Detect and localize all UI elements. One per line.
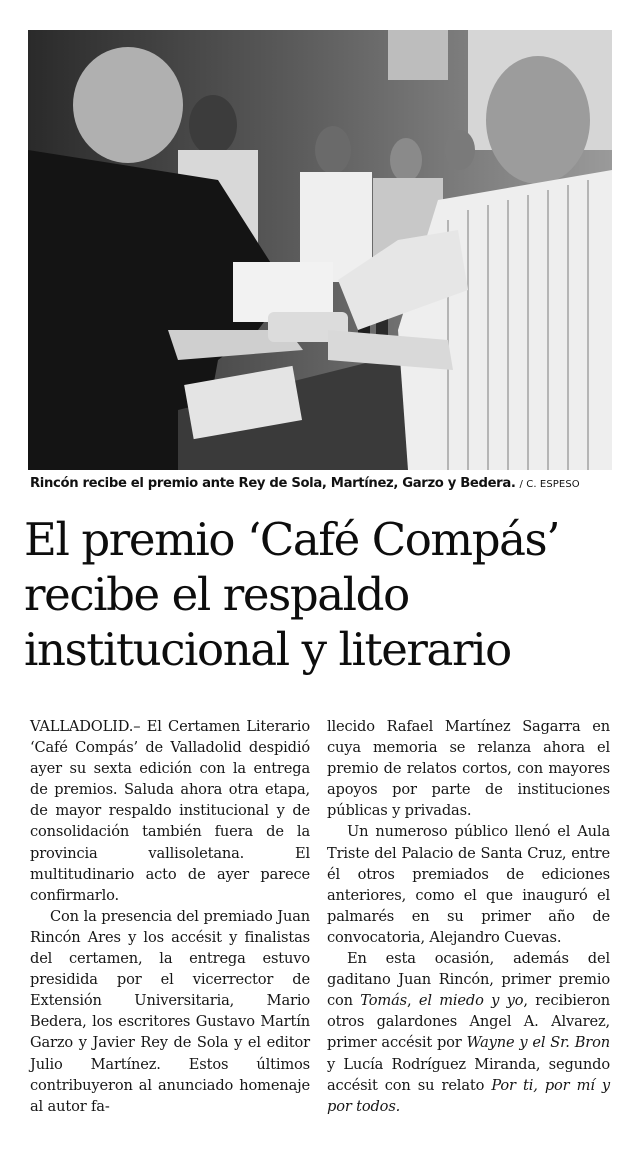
article-paragraph: VALLADOLID.– El Certamen Literario ‘Café Compás’ de Valladolid despidió ayer su sexta edición con la entrega de premios. Saluda ahora otra etapa, de mayor respaldo institucional y de consolidación también fuera de la provincia vallisoletana. El multitudinario acto de ayer parece confirmarlo.	[30, 718, 310, 904]
text-run: En esta ocasión, además del gaditano Juan Rincón, primer premio con	[327, 950, 610, 1010]
article-paragraph: Un numeroso público llenó el Aula Triste del Palacio de Santa Cruz, entre él otros premiados de ediciones anteriores, como el que inauguró el palmarés en su primer año de convocatoria, Alejandro Cuevas.	[327, 823, 610, 946]
headline-line-2: recibe el respaldo	[24, 568, 409, 621]
photo-illustration	[28, 30, 612, 470]
headline-line-1: El premio ‘Café Compás’	[24, 513, 560, 566]
book-title: Por ti, por mí y por todos.	[327, 1076, 611, 1115]
text-run: ,	[406, 992, 419, 1010]
book-title: Wayne y el Sr. Bron	[466, 1034, 610, 1052]
book-title: Tomás	[360, 992, 407, 1010]
headline-line-3: institucional y literario	[24, 623, 511, 676]
article-column-left	[30, 716, 310, 1117]
article-column-right	[327, 716, 610, 1117]
article-paragraph: Con la presencia del premiado Juan Rincón Ares y los accésit y finalistas del certamen, la entrega estuvo presidida por el vicerrector de Extensión Universitaria, Mario Bedera, los escritores Gustavo Martín Garzo y Javier Rey de Sola y el editor Julio Martínez. Estos últimos contribuyeron al anunciado homenaje al autor fa-	[30, 907, 310, 1115]
text-run: , recibieron otros galardones Angel A. Alvarez, primer accésit por	[327, 992, 610, 1052]
photo-caption	[30, 476, 620, 491]
article-paragraph: llecido Rafael Martínez Sagarra en cuya memoria se relanza ahora el premio de relatos cortos, con mayores apoyos por parte de instituciones públicas y privadas.	[327, 718, 610, 820]
text-run: y Lucía Rodríguez Miranda, segundo accésit con su relato	[327, 1055, 610, 1094]
article-paragraph	[327, 948, 610, 1117]
caption-text: Rincón recibe el premio ante Rey de Sola, Martínez, Garzo y Bedera.	[30, 476, 516, 491]
photo-credit: / C. ESPESO	[519, 479, 580, 490]
book-title: el miedo y yo	[418, 992, 524, 1010]
headline	[24, 512, 624, 677]
award-ceremony-photo	[28, 30, 612, 470]
